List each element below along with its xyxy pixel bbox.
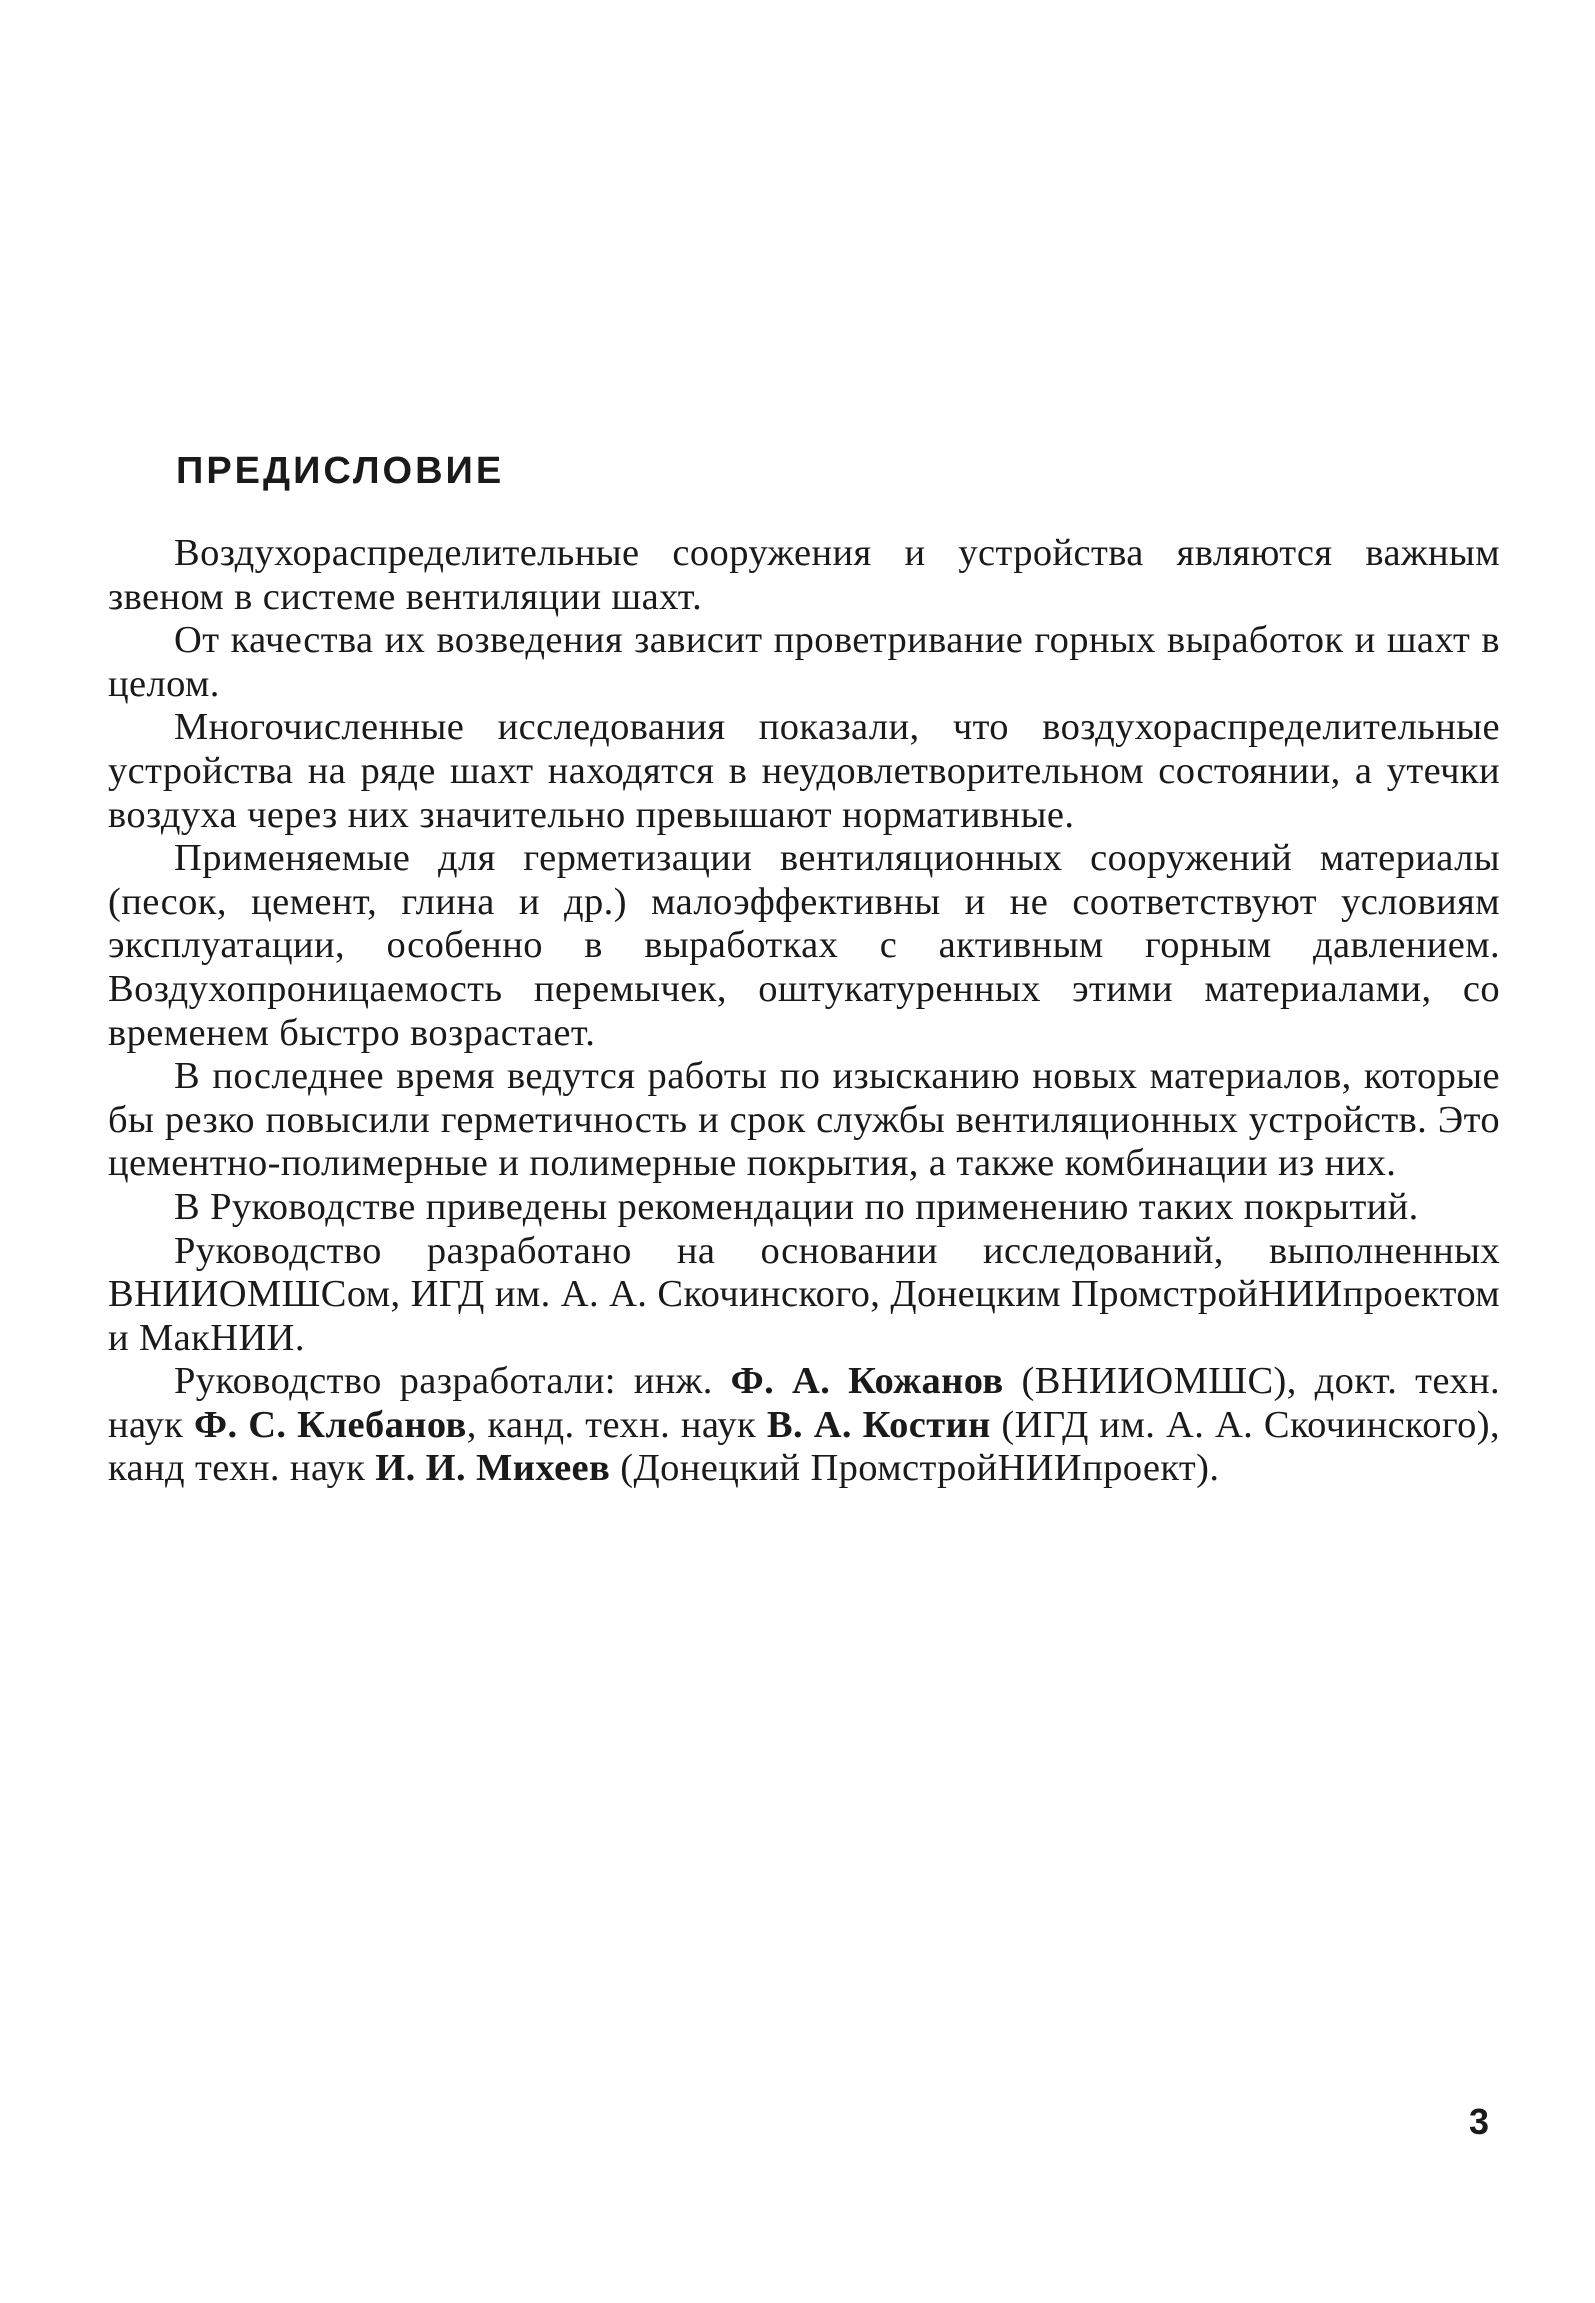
- author-name: Ф. С. Клебанов: [194, 1403, 467, 1446]
- author-name: Ф. А. Кожанов: [730, 1360, 1004, 1403]
- paragraph: От качества их возведения зависит проветривание горных выработок и шахт в целом.: [108, 619, 1500, 705]
- credits-affiliation: (ИГД им. А. А. Скочинского), канд техн. наук: [108, 1403, 1500, 1490]
- paragraph: В Руководстве приведены рекомендации по применению таких покрытий.: [174, 1185, 1419, 1228]
- authors-paragraph: [108, 1360, 1500, 1491]
- paragraph: В последнее время ведутся работы по изысканию новых материалов, которые бы резко повысили герметичность и срок службы вентиляционных устройств. Это цементно-полимерные и полимерные покрытия, а также комбинации из них.: [108, 1055, 1500, 1185]
- paragraph: Руководство разработано на основании исследований, выполненных ВНИИОМШСом, ИГД им. А. А. Скочинского, Донецким ПромстройНИИпроектом и МакНИИ.: [108, 1229, 1500, 1359]
- credits-affiliation: , канд. техн. наук: [466, 1403, 767, 1446]
- credits-affiliation: (ВНИИОМШС), докт. техн. наук: [108, 1360, 1500, 1446]
- credits-intro: Руководство разработали: инж.: [174, 1360, 731, 1403]
- preface-body: [108, 532, 1500, 1491]
- paragraph: Воздухораспределительные сооружения и устройства являются важным звеном в системе вентиляции шахт.: [108, 532, 1500, 618]
- author-name: В. А. Костин: [766, 1403, 991, 1446]
- credits-affiliation: (Донецкий ПромстройНИИпроект).: [610, 1447, 1220, 1490]
- author-name: И. И. Михеев: [375, 1447, 611, 1490]
- preface-heading: ПРЕДИСЛОВИЕ: [176, 450, 505, 492]
- page-number: 3: [1469, 2101, 1490, 2142]
- paragraph: Многочисленные исследования показали, что воздухораспределительные устройства на ряде шахт находятся в неудовлетворительном состоянии, а утечки воздуха через них значительно превышают нормативные.: [108, 706, 1500, 836]
- paragraph: Применяемые для герметизации вентиляционных сооружений материалы (песок, цемент, глина и др.) малоэффективны и не соответствуют условиям эксплуатации, особенно в выработках с активным горным давлением. Воздухопроницаемость перемычек, оштукатуренных этими материалами, со временем быстро возрастает.: [108, 837, 1500, 1054]
